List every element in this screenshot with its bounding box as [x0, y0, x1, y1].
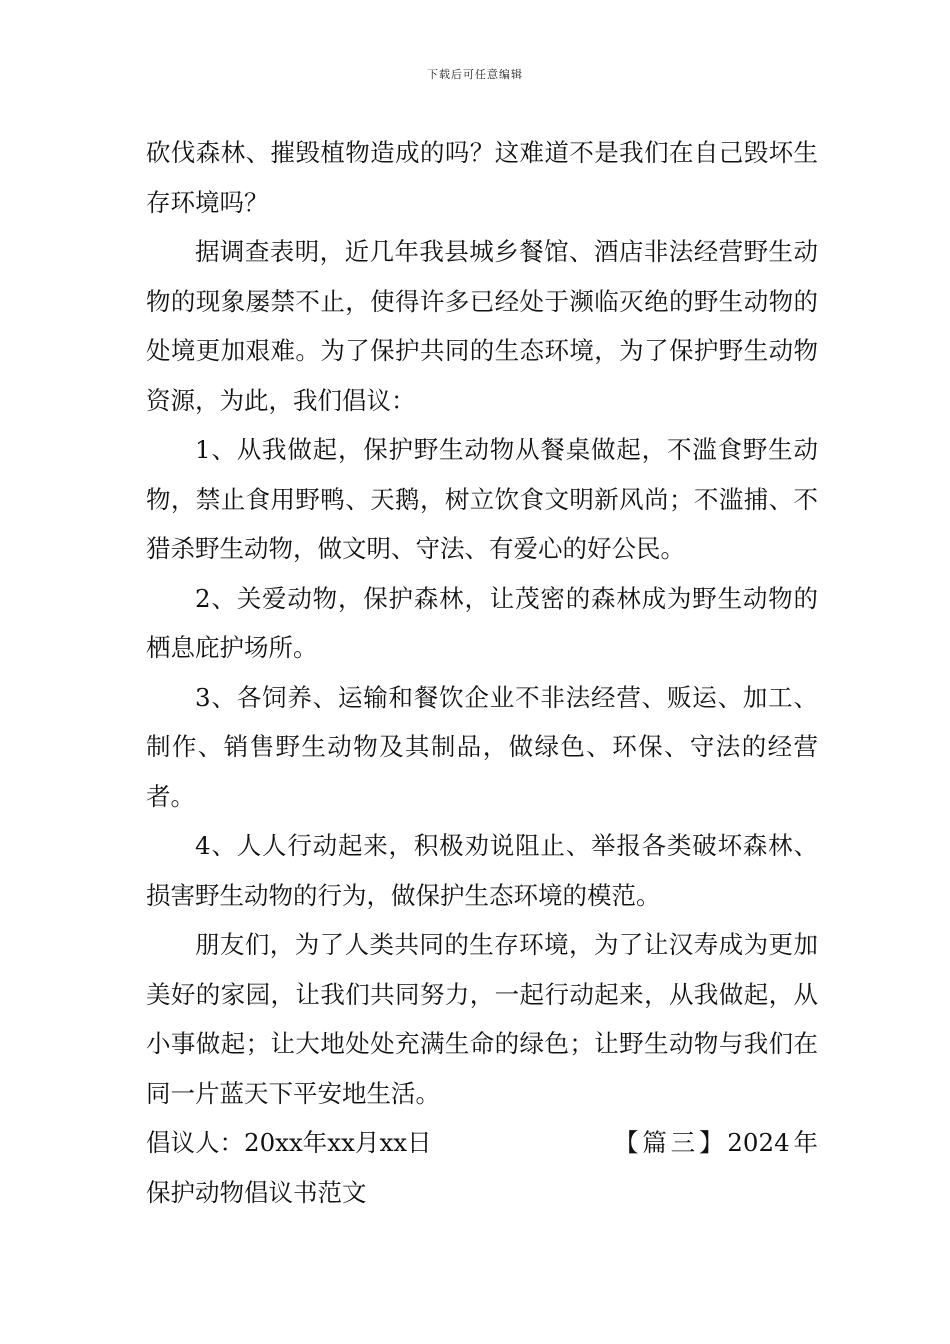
proposal-item-4: 4、人人行动起来，积极劝说阻止、举报各类破坏森林、损害野生动物的行为，做保护生态环境的模范。 — [146, 831, 818, 910]
proposal-item-1: 1、从我做起，保护野生动物从餐桌做起，不滥食野生动物，禁止食用野鸭、天鹅，树立饮食文明新风尚；不滥捕、不猎杀野生动物，做文明、守法、有爱心的好公民。 — [146, 435, 818, 563]
paragraph-survey: 据调查表明，近几年我县城乡餐馆、酒店非法经营野生动物的现象屡禁不止，使得许多已经处于濒临灭绝的野生动物的处境更加艰难。为了保护共同的生态环境，为了保护野生动物资源，为此，我们倡议： — [146, 237, 818, 415]
paragraph-closing: 朋友们，为了人类共同的生存环境，为了让汉寿成为更加美好的家园，让我们共同努力，一起行动起来，从我做起，从小事做起；让大地处处充满生命的绿色；让野生动物与我们在同一片蓝天下平安地生活。 — [146, 930, 818, 1108]
proposal-item-2: 2、关爱动物，保护森林，让茂密的森林成为野生动物的栖息庇护场所。 — [146, 583, 818, 662]
proposal-item-3: 3、各饲养、运输和餐饮企业不非法经营、贩运、加工、制作、销售野生动物及其制品，做绿色、环保、守法的经营者。 — [146, 682, 818, 811]
signature: 倡议人：20xx年xx月xx日 — [146, 1128, 432, 1157]
paragraph-continuation: 砍伐森林、摧毁植物造成的吗？这难道不是我们在自己毁坏生存环境吗？ — [146, 138, 818, 217]
page-header-note: 下载后可任意编辑 — [427, 68, 523, 81]
document-body — [146, 128, 818, 1217]
next-section-title: 【篇三】2024年保护动物倡议书范文 — [146, 1128, 818, 1207]
